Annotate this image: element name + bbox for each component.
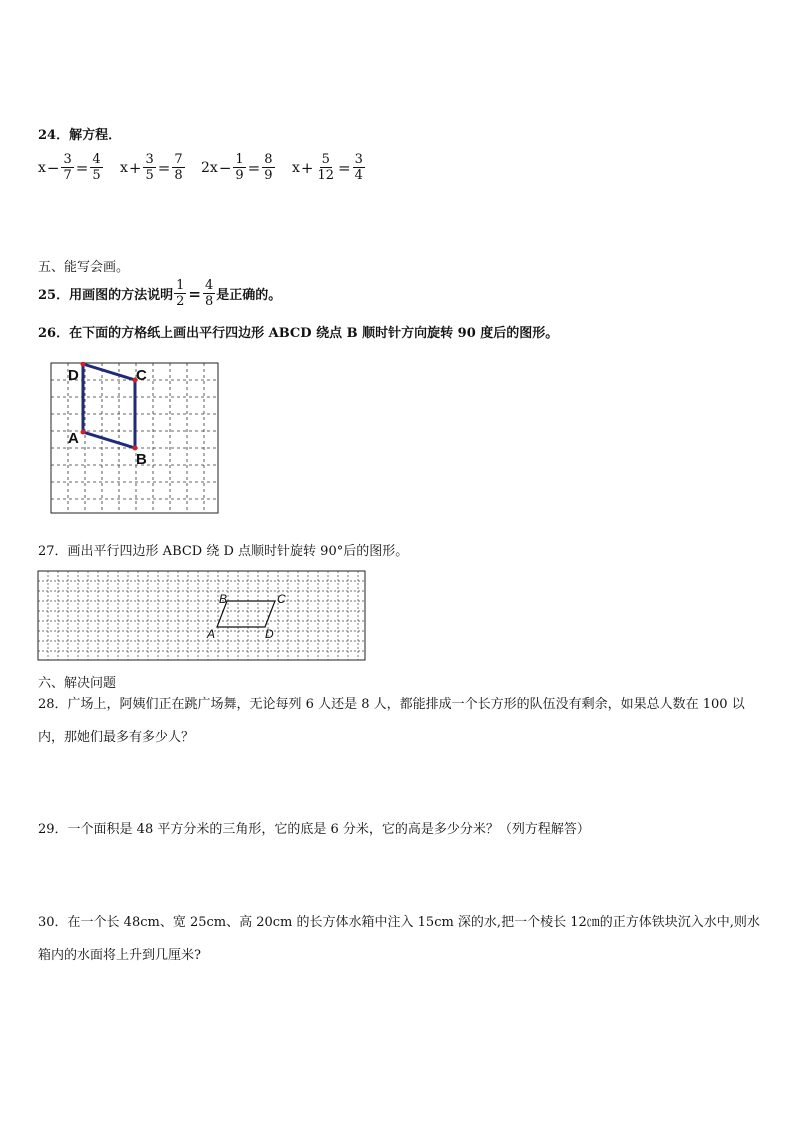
q25-suffix: 是正确的。: [216, 288, 282, 303]
eq3-op: −: [218, 158, 232, 177]
q24-title: 24．解方程．: [38, 128, 122, 143]
denominator: 2: [176, 294, 185, 309]
denominator: 5: [145, 168, 154, 183]
q25-prefix: 25．用画图的方法说明: [38, 288, 174, 303]
eq4-frac-right: [353, 152, 365, 183]
numerator: 4: [92, 152, 101, 167]
denominator: 12: [317, 168, 335, 183]
label-c-small: C: [277, 592, 286, 606]
eq4-equals: =: [338, 158, 351, 177]
eq3-var: 2x: [201, 159, 218, 176]
q25-frac-right: [203, 278, 215, 309]
numerator: 1: [235, 152, 244, 167]
denominator: 5: [92, 168, 101, 183]
eq2-frac-left: [143, 152, 155, 183]
eq1-equals: =: [75, 158, 89, 177]
q27-grid-figure: [37, 570, 367, 662]
equation-3: [201, 152, 276, 183]
eq2-frac-right: [172, 152, 184, 183]
section-five-heading: 五、能写会画。: [38, 260, 130, 275]
denominator: 4: [354, 168, 363, 183]
eq2-op: +: [128, 158, 142, 177]
eq1-var: x: [38, 159, 46, 176]
eq3-equals: =: [247, 158, 261, 177]
equation-1: [38, 152, 104, 183]
q29-text: 29．一个面积是 48 平方分米的三角形，它的底是 6 分米，它的高是多少分米？（列方程解答）: [38, 822, 590, 837]
q25-frac-left: [174, 278, 186, 309]
label-a: A: [68, 430, 79, 447]
q30-text: 30．在一个长 48cm、宽 25cm、高 20cm 的长方体水箱中注入 15cm 深的水,把一个棱长 12㎝的正方体铁块沉入水中,则水箱内的水面将上升到几厘米?: [38, 915, 760, 963]
eq4-frac-left: [315, 152, 336, 183]
numerator: 1: [176, 278, 185, 293]
numerator: 5: [321, 152, 330, 167]
label-d: D: [68, 367, 79, 384]
denominator: 9: [235, 168, 244, 183]
q28-text: 28．广场上，阿姨们正在跳广场舞，无论每列 6 人还是 8 人，都能排成一个长方形的队伍没有剩余，如果总人数在 100 以内，那她们最多有多少人？: [38, 697, 745, 745]
numerator: 7: [174, 152, 183, 167]
denominator: 7: [63, 168, 72, 183]
denominator: 8: [204, 294, 214, 309]
denominator: 8: [174, 168, 183, 183]
vertex-a-dot: [81, 430, 86, 435]
eq4-var: x: [292, 159, 300, 176]
numerator: 3: [354, 152, 363, 167]
label-c: C: [136, 367, 147, 384]
label-a-small: A: [207, 627, 216, 641]
numerator: 4: [204, 278, 214, 293]
q26-grid-figure: [50, 362, 220, 516]
eq2-var: x: [120, 159, 128, 176]
equation-2: [120, 152, 186, 183]
q26-text: 26．在下面的方格纸上画出平行四边形 ABCD 绕点 B 顺时针方向旋转 90 度后的图形。: [38, 326, 559, 341]
eq4-op: +: [300, 158, 314, 177]
label-b-small: B: [219, 592, 228, 606]
section-six-heading: 六、解决问题: [38, 676, 117, 691]
numerator: 8: [264, 152, 273, 167]
eq3-frac-right: [262, 152, 274, 183]
numerator: 3: [145, 152, 154, 167]
eq2-equals: =: [157, 158, 171, 177]
equation-4: [292, 152, 366, 183]
numerator: 3: [63, 152, 72, 167]
label-b: B: [136, 451, 147, 468]
q25-equals: =: [188, 284, 201, 303]
eq1-op: −: [46, 158, 60, 177]
vertex-b-dot: [133, 446, 138, 451]
eq3-frac-left: [233, 152, 245, 183]
label-d-small: D: [265, 627, 274, 641]
denominator: 9: [264, 168, 273, 183]
eq1-frac-right: [90, 152, 102, 183]
eq1-frac-left: [61, 152, 73, 183]
q25-line: [38, 278, 281, 309]
q27-text: 27．画出平行四边形 ABCD 绕 D 点顺时针旋转 90°后的图形。: [38, 544, 409, 559]
